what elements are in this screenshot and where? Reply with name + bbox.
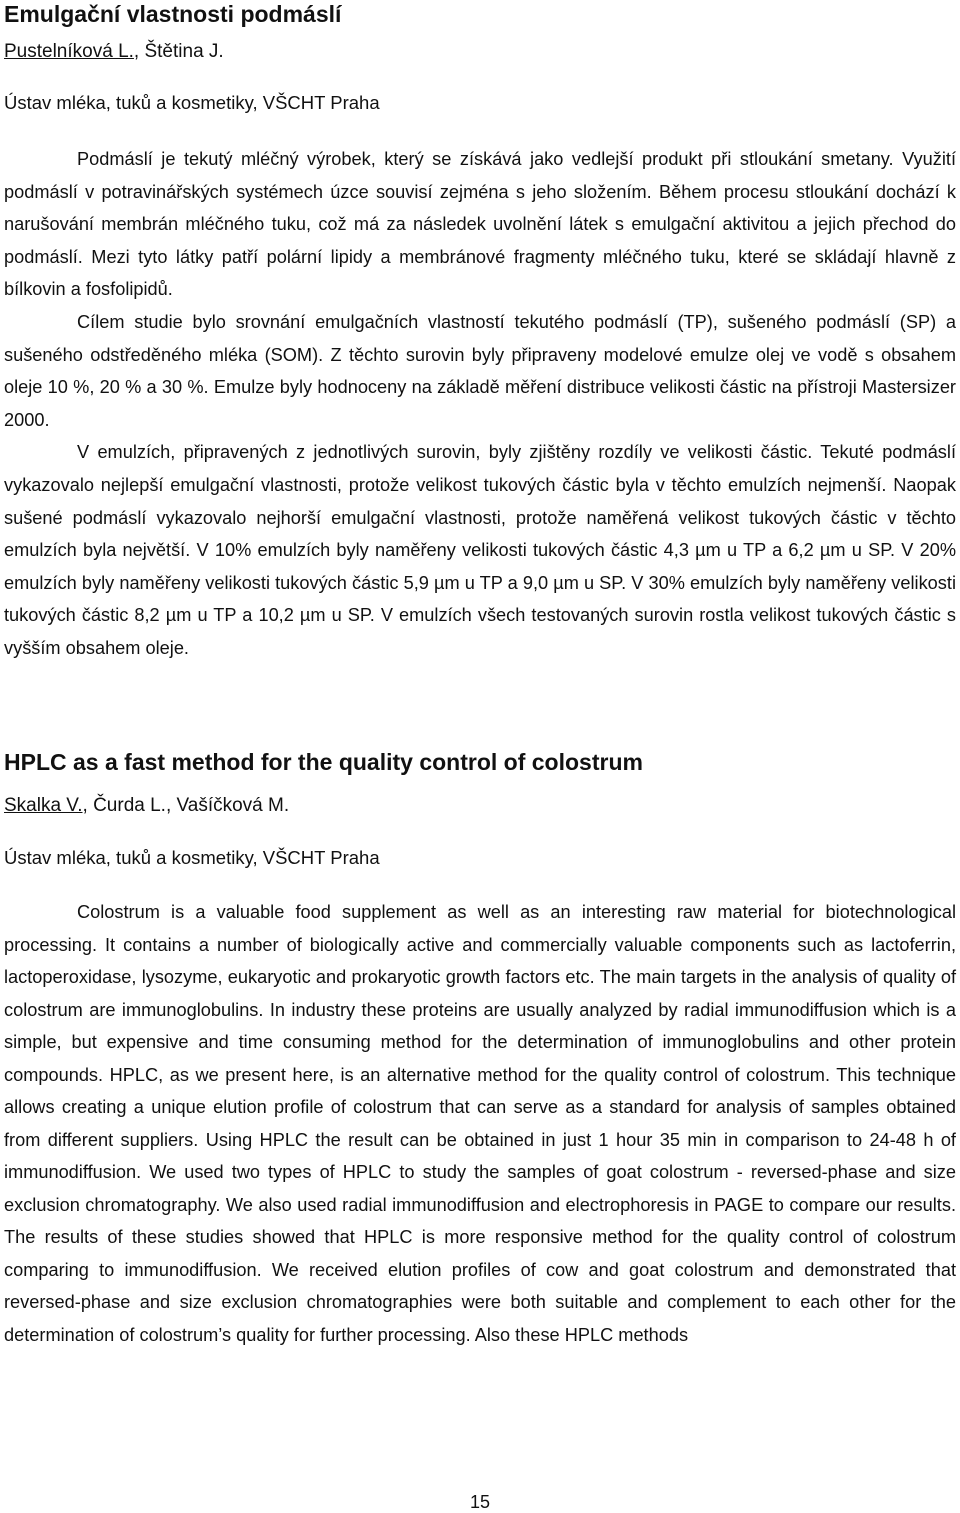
article1-authors-rest: , Štětina J. [133, 41, 224, 62]
article2-body [4, 896, 956, 1351]
article2-authors-rest: , Čurda L., Vašíčková M. [82, 795, 290, 816]
article2-institution: Ústav mléka, tuků a kosmetiky, VŠCHT Praha [4, 847, 380, 868]
article1-paragraph: V emulzích, připravených z jednotlivých surovin, byly zjištěny rozdíly ve velikosti částic. Tekuté podmáslí vykazovalo nejlepší emulgační vlastnosti, protože velikost tukových částic byla v těchto emulzích nejmenší. Naopak sušené podmáslí vykazovalo nejhorší emulgační vlastnosti, protože naměřená velikost tukových částic v těchto emulzích byla největší. V 10% emulzích byly naměřeny velikosti tukových částic 4,3 µm u TP a 6,2 µm u SP. V 20% emulzích byly naměřeny velikosti tukových částic 5,9 µm u TP a 9,0 µm u SP. V 30% emulzích byly naměřeny velikosti tukových částic 8,2 µm u TP a 10,2 µm u SP. V emulzích všech testovaných surovin rostla velikost tukových částic s vyšším obsahem oleje. [4, 442, 956, 658]
article2-author-primary: Skalka V. [4, 795, 83, 816]
article1-paragraph: Podmáslí je tekutý mléčný výrobek, který se získává jako vedlejší produkt při stloukání smetany. Využití podmáslí v potravinářských systémech úzce souvisí zejména s jeho složením. Během procesu stloukání dochází k narušování membrán mléčného tuku, což má za následek uvolnění látek s emulgační aktivitou a jejich přechod do podmáslí. Mezi tyto látky patří polární lipidy a membránové fragmenty mléčného tuku, které se skládají hlavně z bílkovin a fosfolipidů. [4, 149, 956, 300]
article2-title: HPLC as a fast method for the quality control of colostrum [4, 749, 643, 775]
article1-institution: Ústav mléka, tuků a kosmetiky, VŠCHT Praha [4, 92, 380, 113]
article1-title: Emulgační vlastnosti podmáslí [4, 1, 342, 27]
article1-body [4, 143, 956, 665]
article1-authors [4, 41, 224, 63]
page-number: 15 [469, 1492, 491, 1512]
article1-paragraph: Cílem studie bylo srovnání emulgačních vlastností tekutého podmáslí (TP), sušeného podmáslí (SP) a sušeného odstředěného mléka (SOM). Z těchto surovin byly připraveny modelové emulze olej ve vodě s obsahem oleje 10 %, 20 % a 30 %. Emulze byly hodnoceny na základě měření distribuce velikosti částic na přístroji Mastersizer 2000. [4, 311, 956, 430]
article2-paragraph: Colostrum is a valuable food supplement as well as an interesting raw material for biotechnological processing. It contains a number of biologically active and commercially valuable components such as lactoferrin, lactoperoxidase, lysozyme, eukaryotic and prokaryotic growth factors etc. The main targets in the analysis of quality of colostrum are immunoglobulins. In industry these proteins are usually analyzed by radial immunodiffusion which is a simple, but expensive and time consuming method for the determination of immunoglobulins and other protein compounds. HPLC, as we present here, is an alternative method for the quality control of colostrum. This technique allows creating a unique elution profile of colostrum that can serve as a standard for analysis of samples obtained from different suppliers. Using HPLC the result can be obtained in just 1 hour 35 min in comparison to 24-48 h of immunodiffusion. We used two types of HPLC to study the samples of goat colostrum - reversed-phase and size exclusion chromatography. We also used radial immunodiffusion and electrophoresis in PAGE to compare our results. The results of these studies showed that HPLC is more responsive method for the quality control of colostrum comparing to immunodiffusion. We received elution profiles of cow and goat colostrum and demonstrated that reversed-phase and size exclusion chromatographies were both suitable and complement to each other for the determination of colostrum’s quality for further processing. Also these HPLC methods [4, 902, 956, 1345]
article2-authors [4, 795, 289, 817]
article1-author-primary: Pustelníková L. [4, 41, 134, 62]
